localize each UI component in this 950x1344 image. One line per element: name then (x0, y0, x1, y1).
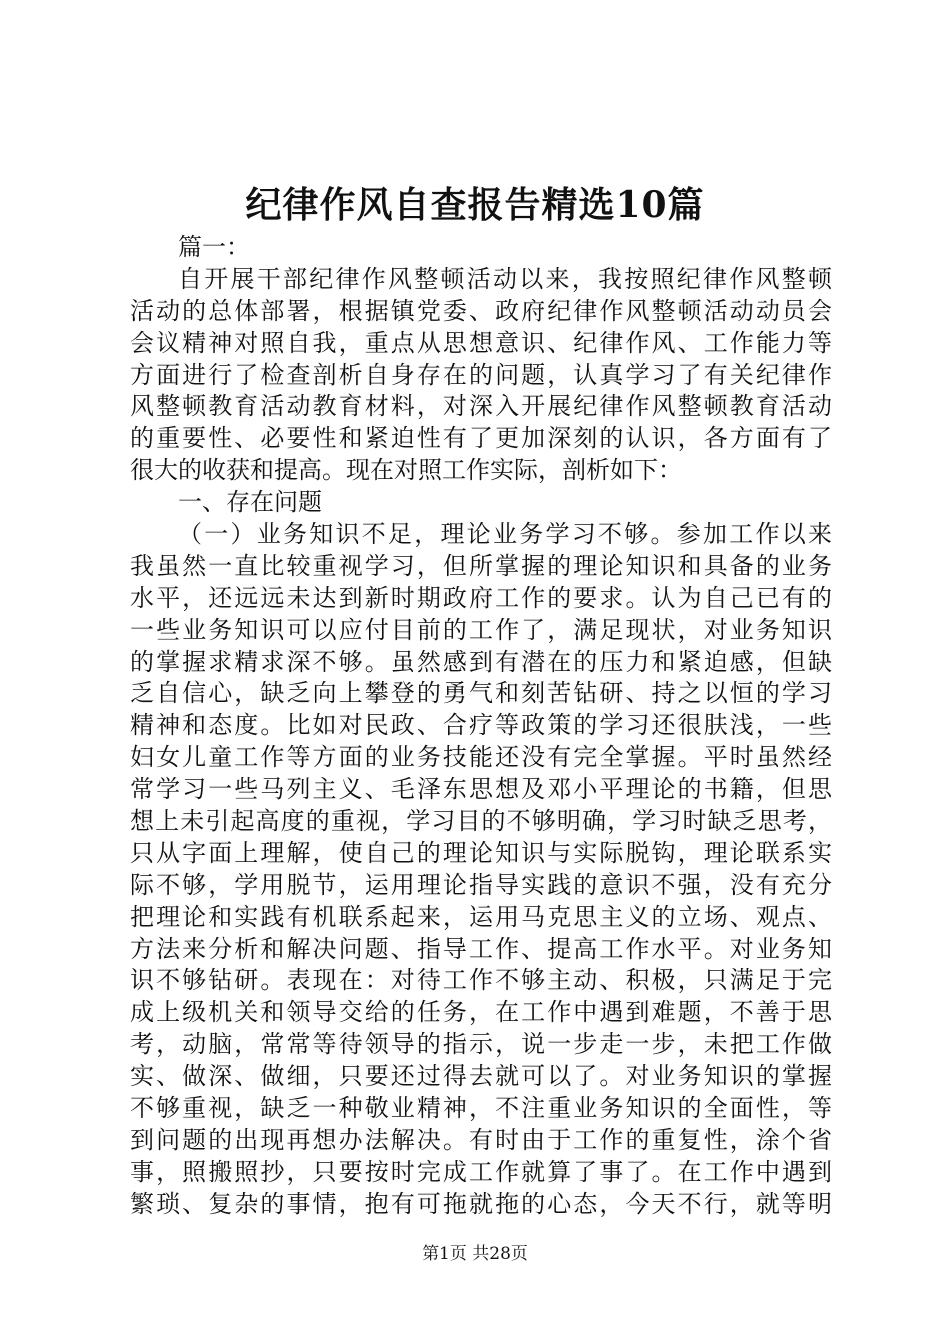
body-line: 妇女儿童工作等方面的业务技能还没有完全掌握。平时虽然经 (130, 743, 832, 772)
body-line: 识不够钻研。表现在：对待工作不够主动、积极，只满足于完 (130, 966, 832, 995)
body-line: 不够重视，缺乏一种敬业精神，不注重业务知识的全面性，等 (130, 1094, 832, 1123)
body-line: 水平，还远远未达到新时期政府工作的要求。认为自己已有的 (130, 583, 832, 612)
body-line: 事，照搬照抄，只要按时完成工作就算了事了。在工作中遇到 (130, 1157, 832, 1186)
body-line: 精神和态度。比如对民政、合疗等政策的学习还很肤浅，一些 (130, 711, 832, 740)
body-line: 只从字面上理解，使自己的理论知识与实际脱钩，理论联系实 (130, 838, 832, 867)
body-line: 实、做深、做细，只要还过得去就可以了。对业务知识的掌握 (130, 1062, 832, 1091)
body-line: 成上级机关和领导交给的任务，在工作中遇到难题，不善于思 (130, 998, 832, 1027)
body-line: 会议精神对照自我，重点从思想意识、纪律作风、工作能力等 (130, 328, 832, 357)
body-line: 一些业务知识可以应付目前的工作了，满足现状，对业务知识 (130, 615, 832, 644)
body-line: 活动的总体部署，根据镇党委、政府纪律作风整顿活动动员会 (130, 296, 832, 325)
body-line: 到问题的出现再想办法解决。有时由于工作的重复性，涂个省 (130, 1125, 832, 1154)
document-title: 纪律作风自查报告精选10篇 (245, 184, 705, 226)
body-line: （一）业务知识不足，理论业务学习不够。参加工作以来 (178, 520, 832, 549)
body-line: 的重要性、必要性和紧迫性有了更加深刻的认识，各方面有了 (130, 424, 832, 453)
body-line: 乏自信心，缺乏向上攀登的勇气和刻苦钻研、持之以恒的学习 (130, 679, 832, 708)
body-line: 风整顿教育活动教育材料，对深入开展纪律作风整顿教育活动 (130, 392, 832, 421)
body-line: 方法来分析和解决问题、指导工作、提高工作水平。对业务知 (130, 934, 832, 963)
page-footer: 第1页 共28页 (422, 1244, 528, 1264)
body-line: 考，动脑，常常等待领导的指示，说一步走一步，未把工作做 (130, 1030, 832, 1059)
body-line: 把理论和实践有机联系起来，运用马克思主义的立场、观点、 (130, 902, 832, 931)
body-line: 自开展干部纪律作风整顿活动以来，我按照纪律作风整顿 (178, 264, 832, 293)
body-line: 很大的收获和提高。现在对照工作实际，剖析如下： (130, 456, 682, 485)
body-line: 繁琐、复杂的事情，抱有可拖就拖的心态，今天不行，就等明 (130, 1189, 832, 1218)
body-line: 常学习一些马列主义、毛泽东思想及邓小平理论的书籍，但思 (130, 775, 832, 804)
body-line: 我虽然一直比较重视学习，但所掌握的理论知识和具备的业务 (130, 551, 832, 580)
body-line: 一、存在问题 (178, 488, 322, 517)
body-line: 的掌握求精求深不够。虽然感到有潜在的压力和紧迫感，但缺 (130, 647, 832, 676)
body-line: 际不够，学用脱节，运用理论指导实践的意识不强，没有充分 (130, 870, 832, 899)
body-line: 想上未引起高度的重视，学习目的不够明确，学习时缺乏思考， (130, 807, 832, 836)
document-body (130, 232, 832, 1221)
body-line: 篇一： (178, 233, 250, 261)
body-line: 方面进行了检查剖析自身存在的问题，认真学习了有关纪律作 (130, 360, 832, 389)
